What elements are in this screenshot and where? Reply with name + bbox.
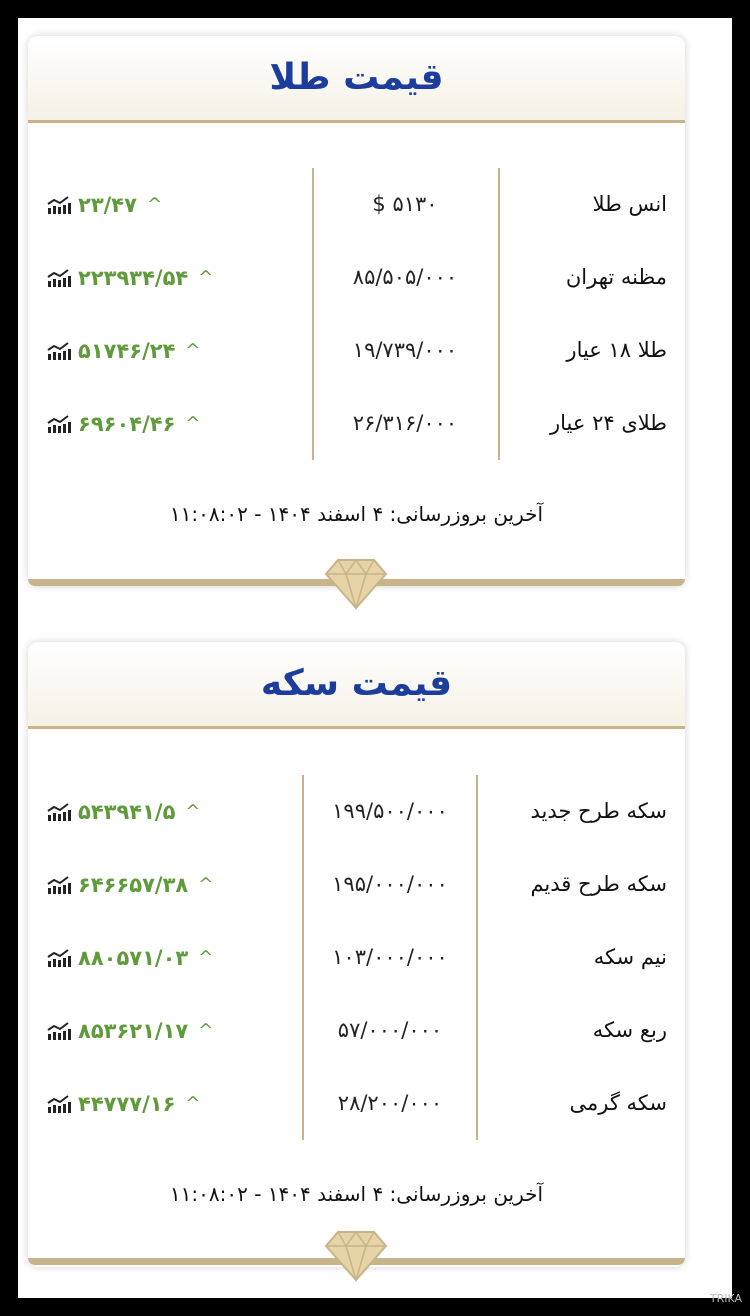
- change-value: ۶۹۶۰۴/۴۶: [78, 411, 176, 436]
- caret-up-icon: ^: [146, 193, 163, 215]
- caret-up-icon: ^: [198, 873, 214, 895]
- caret-up-icon: ^: [198, 266, 214, 288]
- bar-chart-icon[interactable]: [46, 1021, 72, 1041]
- change-value: ۵۴۳۹۴۱/۵: [78, 799, 176, 824]
- row-change: [46, 848, 213, 921]
- row-name: مظنه تهران: [565, 265, 667, 289]
- table-row: [28, 168, 685, 241]
- table-row: [28, 994, 685, 1067]
- bar-chart-icon[interactable]: [46, 802, 72, 822]
- table-row: [28, 314, 685, 387]
- table-row: [28, 775, 685, 848]
- change-value: ۴۴۷۷۷/۱۶: [78, 1091, 176, 1116]
- row-change: [46, 168, 162, 241]
- row-price: ۱۹۵/۰۰۰/۰۰۰: [332, 872, 448, 896]
- row-change: [46, 314, 201, 387]
- coin-price-card: [28, 642, 685, 1267]
- gold-card-title: قیمت طلا: [269, 57, 444, 98]
- row-price: ۸۵/۵۰۵/۰۰۰: [352, 265, 458, 289]
- row-name: طلا ۱۸ عیار: [566, 338, 667, 362]
- row-price: ۲۸/۲۰۰/۰۰۰: [337, 1091, 443, 1115]
- row-change: [46, 241, 213, 314]
- row-change: [46, 994, 213, 1067]
- bar-chart-icon[interactable]: [46, 414, 72, 434]
- bar-chart-icon[interactable]: [46, 268, 72, 288]
- caret-up-icon: ^: [198, 946, 214, 968]
- coin-card-title: قیمت سکه: [260, 663, 453, 704]
- bar-chart-icon[interactable]: [46, 1094, 72, 1114]
- bar-chart-icon[interactable]: [46, 195, 72, 215]
- row-name: سکه طرح جدید: [530, 799, 667, 823]
- change-value: ۸۵۳۶۲۱/۱۷: [78, 1018, 189, 1043]
- row-name: انس طلا: [592, 192, 667, 216]
- table-row: [28, 1067, 685, 1140]
- change-value: ۲۳/۴۷: [78, 192, 137, 217]
- change-value: ۵۱۷۴۶/۲۴: [78, 338, 176, 363]
- row-price: ۱۰۳/۰۰۰/۰۰۰: [332, 945, 448, 969]
- caret-up-icon: ^: [185, 800, 201, 822]
- gold-card-header: [28, 36, 685, 123]
- coin-last-updated: آخرین بروزرسانی: ۴ اسفند ۱۴۰۴ - ۱۱:۰۸:۰۲: [169, 1182, 544, 1206]
- row-price: ۵۷/۰۰۰/۰۰۰: [337, 1018, 443, 1042]
- row-price: ۲۶/۳۱۶/۰۰۰: [352, 411, 458, 435]
- watermark: TRIKA: [709, 1292, 742, 1305]
- row-change: [46, 775, 201, 848]
- row-name: سکه گرمی: [569, 1091, 667, 1115]
- table-row: [28, 921, 685, 994]
- bar-chart-icon[interactable]: [46, 875, 72, 895]
- row-price: $ ۵۱۳۰: [372, 192, 438, 216]
- change-value: ۶۴۶۶۵۷/۳۸: [78, 872, 189, 897]
- bar-chart-icon[interactable]: [46, 948, 72, 968]
- diamond-icon: [324, 558, 388, 610]
- row-name: ربع سکه: [592, 1018, 667, 1042]
- gold-price-table: [28, 168, 685, 460]
- gold-last-updated: آخرین بروزرسانی: ۴ اسفند ۱۴۰۴ - ۱۱:۰۸:۰۲: [169, 502, 544, 526]
- table-row: [28, 241, 685, 314]
- coin-price-table: [28, 775, 685, 1140]
- coin-card-header: [28, 642, 685, 729]
- bar-chart-icon[interactable]: [46, 341, 72, 361]
- gold-price-card: [28, 36, 685, 586]
- row-name: طلای ۲۴ عیار: [549, 411, 667, 435]
- row-name: نیم سکه: [593, 945, 667, 969]
- table-row: [28, 848, 685, 921]
- change-value: ۸۸۰۵۷۱/۰۳: [78, 945, 189, 970]
- row-change: [46, 921, 213, 994]
- table-row: [28, 387, 685, 460]
- caret-up-icon: ^: [185, 1092, 201, 1114]
- change-value: ۲۲۳۹۳۴/۵۴: [78, 265, 189, 290]
- caret-up-icon: ^: [185, 339, 201, 361]
- row-change: [46, 1067, 201, 1140]
- row-name: سکه طرح قدیم: [530, 872, 667, 896]
- caret-up-icon: ^: [198, 1019, 214, 1041]
- caret-up-icon: ^: [185, 412, 201, 434]
- diamond-icon: [324, 1230, 388, 1282]
- row-price: ۱۹۹/۵۰۰/۰۰۰: [332, 799, 448, 823]
- row-change: [46, 387, 201, 460]
- row-price: ۱۹/۷۳۹/۰۰۰: [352, 338, 458, 362]
